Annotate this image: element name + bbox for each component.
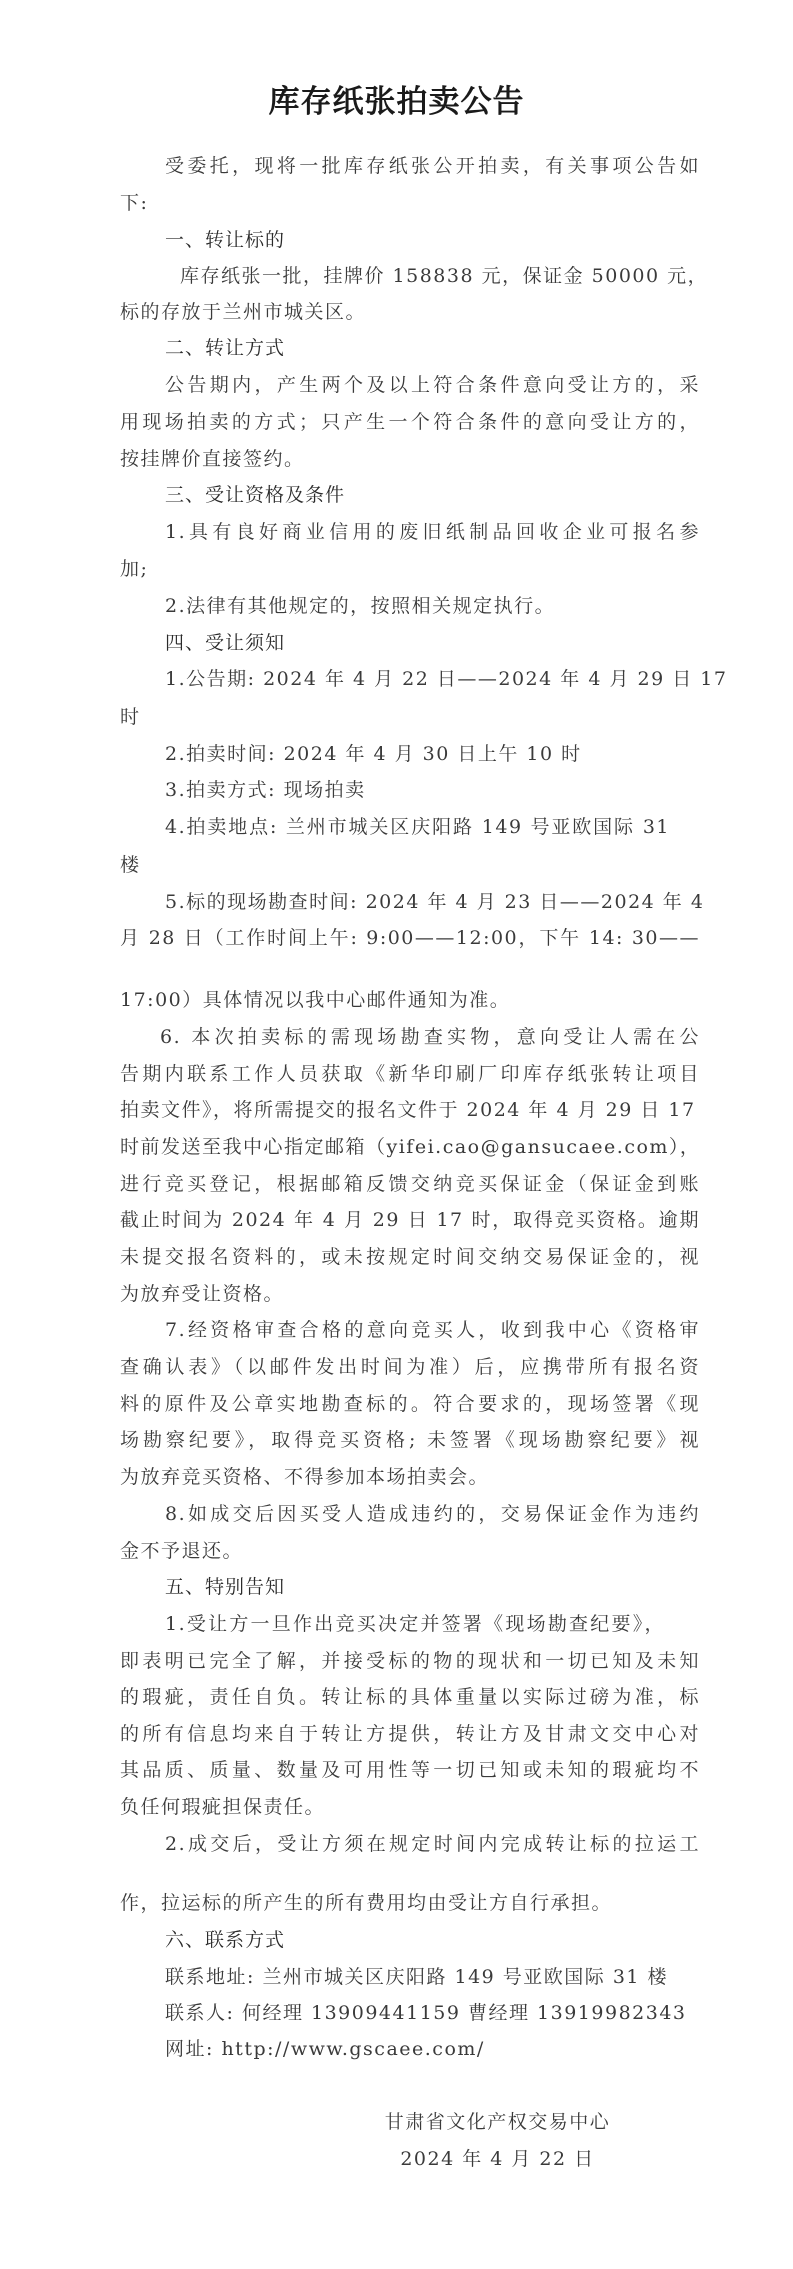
contact-address: 联系地址: 兰州市城关区庆阳路 149 号亚欧国际 31 楼 (165, 1966, 669, 1988)
paragraph-line: 17:00）具体情况以我中心邮件通知为准。 (120, 989, 511, 1011)
paragraph-line: 场勘察纪要》，取得竞买资格; 未签署《现场勘察纪要》视 (120, 1429, 700, 1451)
paragraph-line: 1.具有良好商业信用的废旧纸制品回收企业可报名参 (165, 521, 700, 543)
paragraph-line: 7.经资格审查合格的意向竞买人，收到我中心《资格审 (165, 1319, 700, 1341)
paragraph-line: 6. 本次拍卖标的需现场勘查实物，意向受让人需在公 (160, 1026, 700, 1048)
paragraph-line: 金不予退还。 (120, 1540, 244, 1562)
paragraph-line: 库存纸张一批，挂牌价 158838 元，保证金 50000 元， (180, 265, 709, 287)
paragraph-line: 楼 (120, 854, 141, 876)
paragraph-line: 进行竞买登记，根据邮箱反馈交纳竞买保证金（保证金到账 (120, 1173, 700, 1195)
paragraph-line: 公告期内，产生两个及以上符合条件意向受让方的，采 (165, 374, 700, 396)
paragraph-line: 即表明已完全了解，并接受标的物的现状和一切已知及未知 (120, 1650, 700, 1672)
paragraph-line: 月 28 日（工作时间上午: 9:00——12:00，下午 14: 30—— (120, 927, 700, 949)
section-heading: 二、转让方式 (165, 337, 286, 359)
paragraph-line: 拍卖文件》，将所需提交的报名文件于 2024 年 4 月 29 日 17 (120, 1099, 696, 1121)
section-heading: 五、特别告知 (165, 1576, 286, 1598)
paragraph-line: 加; (120, 558, 149, 580)
paragraph-line: 时前发送至我中心指定邮箱（yifei.cao@gansucaee.com）， (120, 1136, 701, 1158)
paragraph-line: 4.拍卖地点: 兰州市城关区庆阳路 149 号亚欧国际 31 (165, 816, 670, 838)
signature-org: 甘肃省文化产权交易中心 (384, 2111, 611, 2133)
paragraph-line: 1.受让方一旦作出竞买决定并签署《现场勘查纪要》， (165, 1613, 665, 1635)
paragraph-line: 未提交报名资料的，或未按规定时间交纳交易保证金的，视 (120, 1246, 700, 1268)
paragraph-line: 1.公告期: 2024 年 4 月 22 日——2024 年 4 月 29 日 17 (165, 668, 728, 690)
paragraph-line: 的所有信息均来自于转让方提供，转让方及甘肃文交中心对 (120, 1723, 700, 1745)
contact-persons: 联系人: 何经理 13909441159 曹经理 13919982343 (165, 2002, 687, 2024)
paragraph-line: 料的原件及公章实地勘查标的。符合要求的，现场签署《现 (120, 1393, 700, 1415)
section-heading: 四、受让须知 (165, 632, 286, 654)
paragraph-line: 标的存放于兰州市城关区。 (120, 301, 367, 323)
page-title: 库存纸张拍卖公告 (268, 84, 525, 120)
paragraph-line: 其品质、质量、数量及可用性等一切已知或未知的瑕疵均不 (120, 1759, 700, 1781)
paragraph-line: 按挂牌价直接签约。 (120, 448, 305, 470)
paragraph-line: 时 (120, 706, 141, 728)
paragraph-line: 负任何瑕疵担保责任。 (120, 1796, 326, 1818)
section-heading: 六、联系方式 (165, 1929, 286, 1951)
paragraph-line: 3.拍卖方式: 现场拍卖 (165, 779, 366, 801)
paragraph-line: 8.如成交后因买受人造成违约的，交易保证金作为违约 (165, 1503, 700, 1525)
paragraph-line: 2.法律有其他规定的，按照相关规定执行。 (165, 595, 556, 617)
paragraph-line: 5.标的现场勘查时间: 2024 年 4 月 23 日——2024 年 4 (165, 891, 705, 913)
section-heading: 三、受让资格及条件 (165, 484, 346, 506)
paragraph-line: 告期内联系工作人员获取《新华印刷厂印库存纸张转让项目 (120, 1063, 700, 1085)
paragraph-line: 下: (120, 192, 149, 214)
paragraph-line: 2.拍卖时间: 2024 年 4 月 30 日上午 10 时 (165, 743, 582, 765)
section-heading: 一、转让标的 (165, 229, 286, 251)
paragraph-line: 截止时间为 2024 年 4 月 29 日 17 时，取得竞买资格。逾期 (120, 1209, 700, 1231)
paragraph-line: 为放弃受让资格。 (120, 1283, 285, 1305)
paragraph-line: 的瑕疵，责任自负。转让标的具体重量以实际过磅为准，标 (120, 1686, 700, 1708)
contact-website: 网址: http://www.gscaee.com/ (165, 2038, 485, 2060)
paragraph-line: 为放弃竞买资格、不得参加本场拍卖会。 (120, 1466, 490, 1488)
paragraph-line: 2.成交后，受让方须在规定时间内完成转让标的拉运工 (165, 1833, 700, 1855)
signature-date: 2024 年 4 月 22 日 (400, 2148, 595, 2170)
paragraph-line: 受委托，现将一批库存纸张公开拍卖，有关事项公告如 (165, 155, 700, 177)
paragraph-line: 查确认表》（以邮件发出时间为准）后，应携带所有报名资 (120, 1356, 700, 1378)
paragraph-line: 用现场拍卖的方式；只产生一个符合条件的意向受让方的， (120, 411, 700, 433)
paragraph-line: 作，拉运标的所产生的所有费用均由受让方自行承担。 (120, 1892, 613, 1914)
